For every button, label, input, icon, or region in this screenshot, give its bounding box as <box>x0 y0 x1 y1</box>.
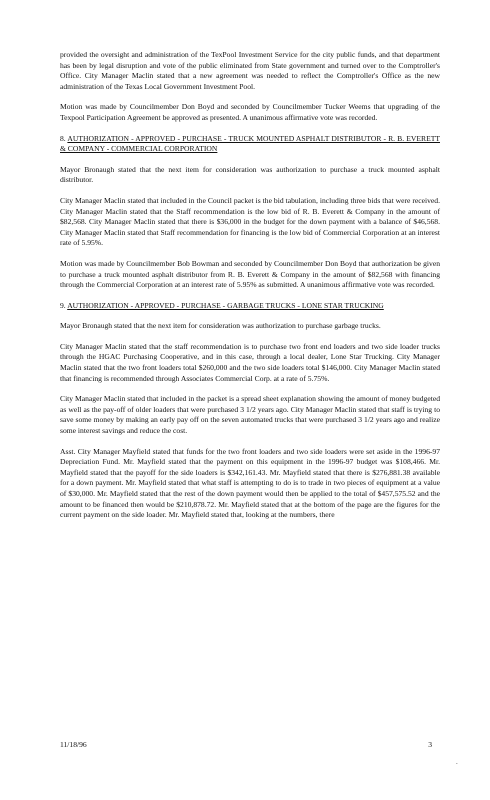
footer-page-number: 3 <box>428 740 432 749</box>
paragraph-texpool-oversight: provided the oversight and administration of the TexPool Investment Service for the city public funds, and that department has been by legal disruption and vote of the public eliminated from State government and turned over to the Comptroller's Office. City Manager Maclin stated that a new agreement was needed to reflect the Comptroller's Office as the new administration of the Texas Local Government Investment Pool. <box>60 50 440 91</box>
section-9-paragraph-recommendation: City Manager Maclin stated that the staff recommendation is to purchase two front end loaders and two side loader trucks through the HGAC Purchasing Cooperative, and in this case, through a local dealer, Lone Star Trucking. City Manager Maclin stated that the two front loaders total $260,000 and the two side loaders total $146,000. City Manager Maclin stated that financing is recommended through Associates Commercial Corp. at a rate of 5.75%. <box>60 341 440 383</box>
section-8-paragraph-bids: City Manager Maclin stated that included in the Council packet is the bid tabulation, including three bids that were received. City Manager Maclin stated that the Staff recommendation is the low bid of R. B. Everett & Company in the amount of $82,568. City Manager Maclin stated that there is $36,000 in the budget for the down payment with a balance of $46,568. City Manager Maclin stated that Staff recommendation for financing is the low bid of Commercial Corporation at an interest rate of 5.95%. <box>60 195 440 248</box>
section-8-title: AUTHORIZATION - APPROVED - PURCHASE - TRUCK MOUNTED ASPHALT DISTRIBUTOR - R. B. EVERETT & COMPANY - COMMERCIAL CORPORATION <box>60 133 440 154</box>
section-8-paragraph-intro: Mayor Bronaugh stated that the next item for consideration was authorization to purchase a truck mounted asphalt distributor. <box>60 164 440 185</box>
section-9-paragraph-spreadsheet: City Manager Maclin stated that included in the packet is a spread sheet explanation showing the amount of money budgeted as well as the pay-off of older loaders that were purchased 3 1/2 years ago. City Manager Maclin stated that staff is trying to save some money by making an early pay off on the seven automated trucks that were purchased 3 1/2 years ago and realize some interest savings and reduce the cost. <box>60 394 440 436</box>
section-9-number: 9. <box>60 300 66 310</box>
section-8-heading <box>60 134 440 155</box>
document-page <box>60 50 440 531</box>
section-9-heading <box>60 301 440 312</box>
section-9-paragraph-mayfield: Asst. City Manager Mayfield stated that funds for the two front loaders and two side loaders were set aside in the 1996-97 Depreciation Fund. Mr. Mayfield stated that the payment on this equipment in the 1996-97 budget was $108,466. Mr. Mayfield stated that the payoff for the side loaders is $342,161.43. Mr. Mayfield stated that there is $276,881.38 available for a down payment. Mr. Mayfield stated that what staff is attempting to do is to trade in two pieces of equipment at a value of $30,000. Mr. Mayfield stated that the rest of the down payment would then be applied to the total of $457,575.52 and the amount to be financed then would be $210,878.72. Mr. Mayfield stated that at the bottom of the page are the figures for the current payment on the side loader. Mr. Mayfield stated that, looking at the numbers, there <box>60 446 440 520</box>
section-9-paragraph-intro: Mayor Bronaugh stated that the next item for consideration was authorization to purchase garbage trucks. <box>60 321 381 331</box>
section-8-number: 8. <box>60 133 66 143</box>
corner-mark: . <box>456 758 458 766</box>
paragraph-texpool-motion: Motion was made by Councilmember Don Boyd and seconded by Councilmember Tucker Weems that upgrading of the Texpool Participation Agreement be approved as presented. A unanimous affirmative vote was recorded. <box>60 102 440 122</box>
section-8-paragraph-motion: Motion was made by Councilmember Bob Bowman and seconded by Councilmember Don Boyd that authorization be given to purchase a truck mounted asphalt distributor from R. B. Everett & Company in the amount of $82,568 with financing through the Commercial Corporation at an interest rate of 5.95% as submitted. A unanimous affirmative vote was recorded. <box>60 258 440 290</box>
section-9-title: AUTHORIZATION - APPROVED - PURCHASE - GARBAGE TRUCKS - LONE STAR TRUCKING <box>67 300 384 310</box>
footer-date: 11/18/96 <box>60 740 87 749</box>
